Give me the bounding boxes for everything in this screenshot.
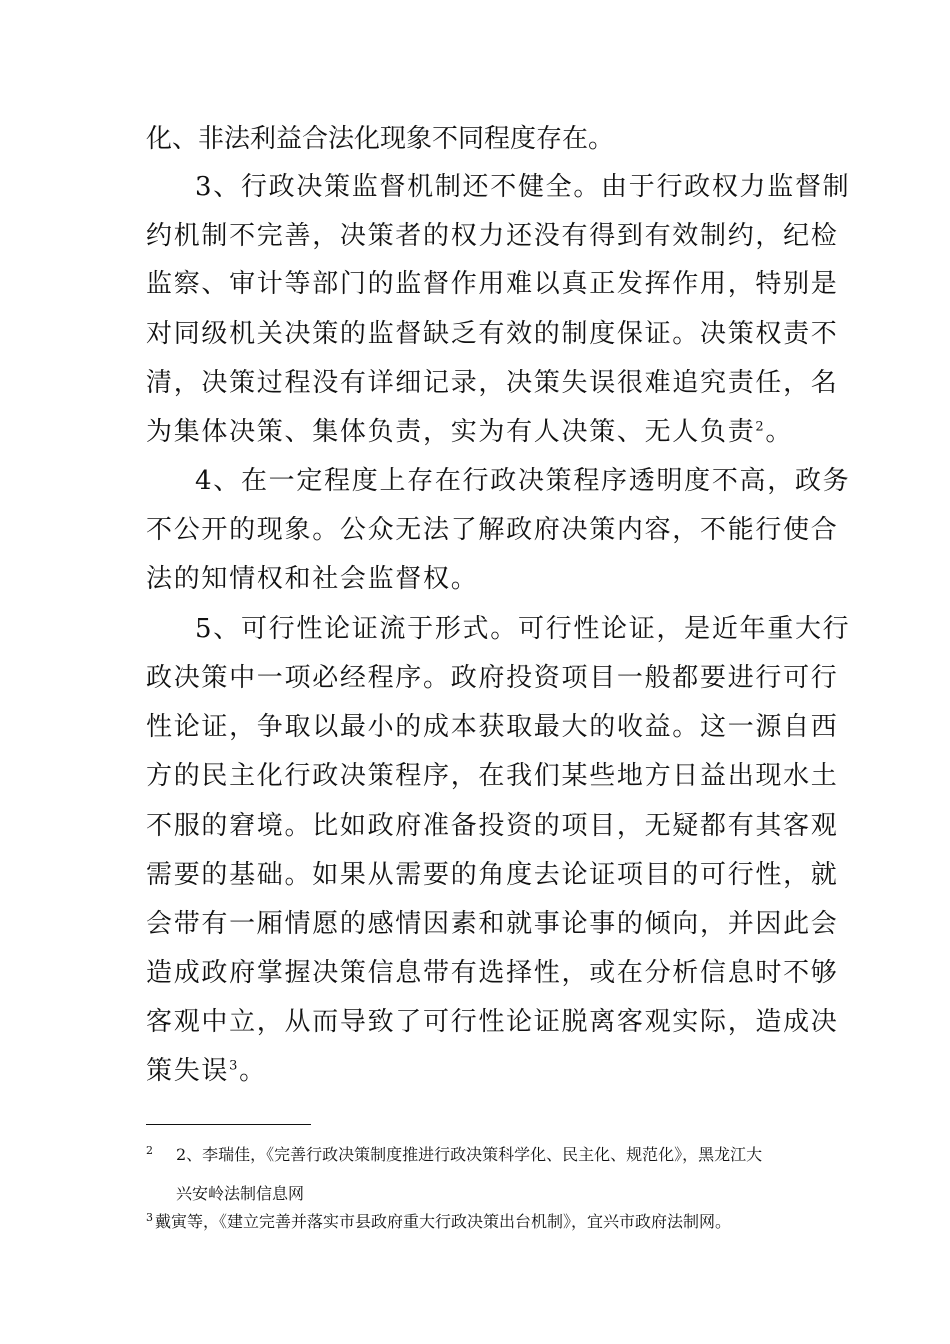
body-line-4: 监察、审计等部门的监督作用难以真正发挥作用，特别是 bbox=[146, 269, 839, 299]
body-line-5: 对同级机关决策的监督缺乏有效的制度保证。决策权责不 bbox=[146, 319, 839, 349]
body-line-19: 客观中立，从而导致了可行性论证脱离客观实际，造成决 bbox=[146, 1007, 839, 1037]
footnote-2-line-2: 兴安岭法制信息网 bbox=[176, 1184, 305, 1203]
body-line-8: 4、在一定程度上存在行政决策程序透明度不高，政务 bbox=[195, 466, 851, 496]
body-line-16: 需要的基础。如果从需要的角度去论证项目的可行性，就 bbox=[146, 860, 839, 890]
footnote-ref-3[interactable]: 3 bbox=[229, 1058, 240, 1074]
footnote-ref-2-tail: 。 bbox=[765, 417, 794, 447]
footnote-ref-2[interactable]: 2 bbox=[755, 419, 766, 435]
body-line-12: 政决策中一项必经程序。政府投资项目一般都要进行可行 bbox=[146, 663, 839, 693]
footnote-2-mark: 2 bbox=[146, 1143, 153, 1157]
footnote-2-line-1: 2、李瑞佳，《完善行政决策制度推进行政决策科学化、民主化、规范化》，黑龙江大 bbox=[176, 1145, 763, 1164]
body-line-13: 性论证，争取以最小的成本获取最大的收益。这一源自西 bbox=[146, 712, 839, 742]
footnote-3 bbox=[146, 1211, 731, 1233]
footnote-3-text: 戴寅等，《建立完善并落实市县政府重大行政决策出台机制》，宜兴市政府法制网。 bbox=[155, 1212, 732, 1231]
body-line-20 bbox=[146, 1053, 950, 1089]
footnote-ref-3-tail: 。 bbox=[239, 1056, 267, 1086]
footnote-2 bbox=[146, 1144, 155, 1166]
body-line-6: 清，决策过程没有详细记录，决策失误很难追究责任，名 bbox=[146, 368, 839, 398]
body-line-3: 约机制不完善，决策者的权力还没有得到有效制约，纪检 bbox=[146, 221, 839, 251]
body-line-7 bbox=[146, 414, 950, 450]
body-line-2-text: 3、行政决策监督机制还不健全。由于行政权力监督制 bbox=[195, 172, 851, 202]
footnote-separator bbox=[146, 1124, 311, 1125]
body-line-10: 法的知情权和社会监督权。 bbox=[146, 564, 479, 594]
body-line-2 bbox=[195, 169, 851, 205]
body-line-20-text: 策失误 bbox=[146, 1056, 230, 1086]
footnote-3-mark: 3 bbox=[146, 1210, 153, 1224]
body-line-15: 不服的窘境。比如政府准备投资的项目，无疑都有其客观 bbox=[146, 811, 839, 841]
body-line-1: 化、非法利益合法化现象不同程度存在。 bbox=[146, 124, 615, 154]
body-line-7-text: 为集体决策、集体负责，实为有人决策、无人负责 bbox=[146, 417, 756, 447]
body-line-14: 方的民主化行政决策程序，在我们某些地方日益出现水土 bbox=[146, 761, 839, 791]
body-line-17: 会带有一厢情愿的感情因素和就事论事的倾向，并因此会 bbox=[146, 909, 839, 939]
body-line-18: 造成政府掌握决策信息带有选择性，或在分析信息时不够 bbox=[146, 958, 839, 988]
body-line-11: 5、可行性论证流于形式。可行性论证，是近年重大行 bbox=[195, 614, 851, 644]
body-line-9: 不公开的现象。公众无法了解政府决策内容，不能行使合 bbox=[146, 515, 839, 545]
